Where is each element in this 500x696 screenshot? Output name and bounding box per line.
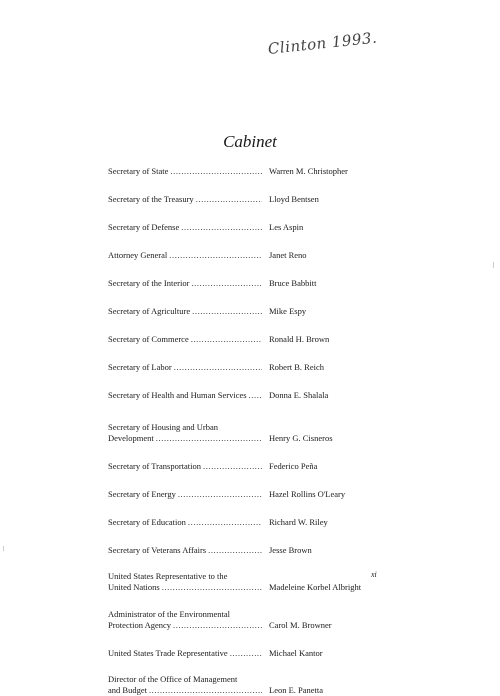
handwritten-annotation: Clinton 1993. [267, 28, 379, 58]
office-title-line: and Budget [108, 685, 147, 695]
office-title [108, 278, 262, 289]
dot-leader [170, 166, 262, 177]
dot-leader [249, 390, 262, 401]
office-title [108, 362, 262, 373]
office-title-line: Secretary of Commerce [108, 334, 189, 344]
cabinet-row [108, 674, 408, 696]
cabinet-member-name: Donna E. Shalala [269, 390, 329, 400]
cabinet-member-name: Mike Espy [269, 306, 307, 316]
dot-leader [203, 461, 262, 472]
office-title [108, 489, 262, 500]
office-title-line: Secretary of Transportation [108, 461, 202, 471]
scan-edge-mark-right [493, 262, 494, 268]
cabinet-member-name: Lloyd Bentsen [269, 194, 319, 204]
cabinet-row [108, 334, 408, 345]
cabinet-row [108, 250, 408, 261]
dot-leader [178, 489, 262, 500]
cabinet-row [108, 461, 408, 472]
cabinet-row [108, 609, 408, 631]
dot-leader [230, 648, 262, 659]
cabinet-row [108, 222, 408, 233]
cabinet-row [108, 422, 408, 444]
office-title [108, 306, 262, 317]
office-title-line: Secretary of Education [108, 517, 186, 527]
office-title-line: United States Trade Representative [108, 648, 228, 658]
dot-leader [196, 194, 262, 205]
dot-leader [208, 545, 262, 556]
page-title: Cabinet [223, 132, 277, 151]
cabinet-member-name: Henry G. Cisneros [269, 433, 333, 443]
office-title [108, 222, 262, 233]
cabinet-row [108, 517, 408, 528]
dot-leader [181, 222, 262, 233]
office-title-line: Director of the Office of Management [108, 674, 238, 684]
cabinet-member-name: Jesse Brown [269, 545, 312, 555]
dot-leader [173, 620, 262, 631]
office-title-line: Secretary of Defense [108, 222, 180, 232]
office-title [108, 461, 262, 472]
office-title-line: Protection Agency [108, 620, 172, 630]
cabinet-member-name: Leon E. Panetta [269, 685, 324, 695]
office-title-line: Secretary of the Treasury [108, 194, 194, 204]
office-title [108, 517, 262, 528]
cabinet-member-name: Madeleine Korbel Albright [269, 582, 362, 592]
dot-leader [169, 250, 262, 261]
cabinet-member-name: Richard W. Riley [269, 517, 328, 527]
cabinet-row [108, 648, 408, 659]
office-title-line: Secretary of State [108, 166, 169, 176]
page-number: xi [371, 570, 377, 579]
cabinet-row [108, 390, 408, 401]
cabinet-row [108, 278, 408, 289]
office-title-line: Secretary of Veterans Affairs [108, 545, 207, 555]
cabinet-member-name: Ronald H. Brown [269, 334, 330, 344]
office-title-line: Secretary of Labor [108, 362, 172, 372]
dot-leader [162, 582, 262, 593]
dot-leader [191, 334, 262, 345]
office-title-line: Secretary of Energy [108, 489, 176, 499]
cabinet-member-name: Bruce Babbitt [269, 278, 317, 288]
cabinet-member-name: Robert B. Reich [269, 362, 325, 372]
office-title [108, 648, 262, 659]
cabinet-member-name: Janet Reno [269, 250, 307, 260]
office-title [108, 250, 262, 261]
cabinet-member-name: Hazel Rollins O'Leary [269, 489, 346, 499]
office-title [108, 390, 262, 401]
office-title [108, 609, 262, 631]
office-title-line: Secretary of Agriculture [108, 306, 191, 316]
cabinet-row [108, 489, 408, 500]
cabinet-member-name: Michael Kantor [269, 648, 323, 658]
office-title [108, 194, 262, 205]
cabinet-row [108, 194, 408, 205]
dot-leader [149, 685, 262, 696]
cabinet-row [108, 571, 408, 593]
dot-leader [156, 433, 262, 444]
office-title [108, 545, 262, 556]
office-title-line: Administrator of the Environmental [108, 609, 231, 619]
dot-leader [188, 517, 262, 528]
office-title-line: United Nations [108, 582, 160, 592]
office-title-line: Secretary of Health and Human Services [108, 390, 247, 400]
office-title-line: Development [108, 433, 154, 443]
dot-leader [174, 362, 262, 373]
office-title-line: Attorney General [108, 250, 168, 260]
office-title [108, 571, 262, 593]
scan-edge-mark-left [3, 546, 4, 551]
office-title-line: United States Representative to the [108, 571, 228, 581]
office-title-line: Secretary of the Interior [108, 278, 190, 288]
cabinet-member-name: Federico Peña [269, 461, 318, 471]
office-title [108, 166, 262, 177]
cabinet-row [108, 362, 408, 373]
office-title [108, 334, 262, 345]
dot-leader [191, 278, 262, 289]
cabinet-row [108, 166, 408, 177]
cabinet-member-name: Les Aspin [269, 222, 304, 232]
cabinet-row [108, 545, 408, 556]
cabinet-member-name: Carol M. Browner [269, 620, 332, 630]
dot-leader [192, 306, 262, 317]
office-title [108, 674, 262, 696]
office-title [108, 422, 262, 444]
cabinet-member-name: Warren M. Christopher [269, 166, 348, 176]
office-title-line: Secretary of Housing and Urban [108, 422, 218, 432]
cabinet-row [108, 306, 408, 317]
